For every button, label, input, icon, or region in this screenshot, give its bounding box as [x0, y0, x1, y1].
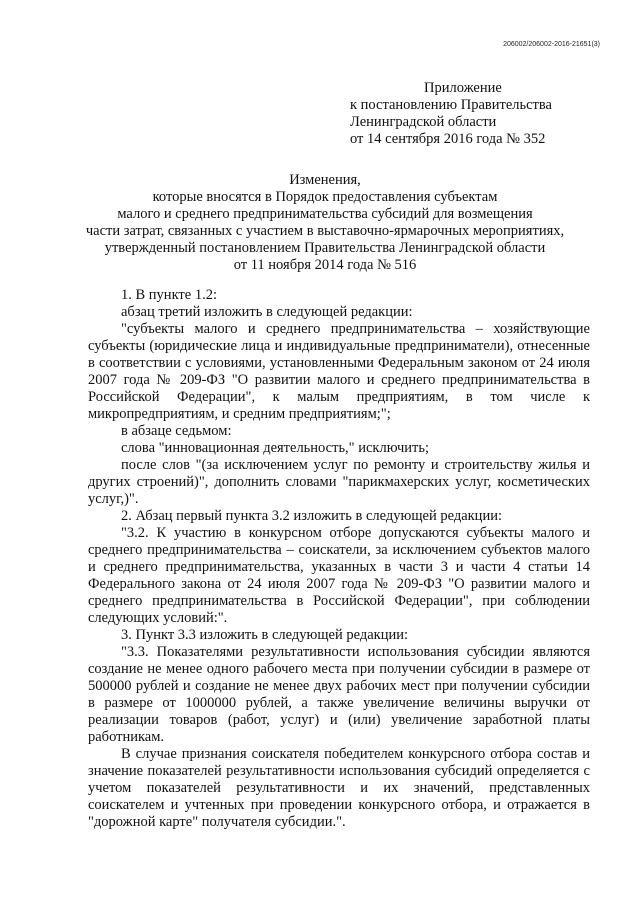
body-paragraph: В случае признания соискателя победителем конкурсного отбора состав и значение показателей результативности использования субсидий определяется с учетом показателей результативности и их значений, представленных соискателем и учтенных при проведении конкурсного отбора, и отражается в "дорожной карте" получателя субсидии.". [88, 746, 590, 830]
heading-line: от 11 ноября 2014 года № 516 [233, 257, 417, 273]
body-paragraph: 1. В пункте 1.2: [121, 287, 217, 303]
body-paragraph: слова "инновационная деятельность," исключить; [121, 440, 430, 456]
heading-line: Изменения, [289, 172, 361, 188]
body-paragraph: 2. Абзац первый пункта 3.2 изложить в следующей редакции: [121, 508, 502, 524]
body-paragraph: "3.3. Показателями результативности использования субсидии являются создание не менее одного рабочего места при получении субсидии в размере от 500000 рублей и создание не менее двух рабочих мест при получении субсидии в размере от 1000000 рублей, а также увеличение величины выручки от реализации товаров (работ, услуг) и (или) увеличение заработной платы работникам. [88, 644, 590, 745]
document-heading [70, 172, 580, 274]
heading-line: утвержденный постановлением Правительства Ленинградской области [104, 240, 546, 256]
body-paragraph: после слов "(за исключением услуг по ремонту и строительству жилья и других строений)", дополнить словами "парикмахерских услуг, косметических услуг,)". [88, 457, 590, 507]
appendix-region-line: Ленинградской области [350, 114, 497, 130]
appendix-title: Приложение [424, 80, 502, 96]
appendix-date-line: от 14 сентября 2016 года № 352 [350, 131, 546, 147]
heading-line: части затрат, связанных с участием в выставочно-ярмарочных мероприятиях, [85, 223, 565, 239]
body-paragraph: "3.2. К участию в конкурсном отборе допускаются субъекты малого и среднего предпринимательства – соискатели, за исключением субъектов малого и среднего предпринимательства, указанных в части 3 и части 4 статьи 14 Федерального закона от 24 июля 2007 года № 209-ФЗ "О развитии малого и среднего предпринимательства в Российской Федерации", при соблюдении следующих условий:". [88, 525, 590, 626]
body-paragraph: в абзаце седьмом: [121, 423, 232, 439]
appendix-resolution-line: к постановлению Правительства [350, 97, 552, 113]
body-paragraph: абзац третий изложить в следующей редакции: [121, 304, 413, 320]
document-number: 206002/206002-2016-21651(3) [503, 41, 600, 48]
heading-line: которые вносятся в Порядок предоставления субъектам [152, 189, 498, 205]
heading-line: малого и среднего предпринимательства субсидий для возмещения [117, 206, 533, 222]
document-body [88, 287, 590, 831]
body-paragraph: 3. Пункт 3.3 изложить в следующей редакции: [121, 627, 409, 643]
body-paragraph: "субъекты малого и среднего предпринимательства – хозяйствующие субъекты (юридические лица и индивидуальные предприниматели), отнесенные в соответствии с условиями, установленными Федеральным законом от 24 июля 2007 года № 209-ФЗ "О развитии малого и среднего предпринимательства в Российской Федерации", к малым предприятиям, в том числе к микропредприятиям, и средним предприятиям;"; [88, 321, 590, 422]
appendix-block [350, 80, 552, 148]
